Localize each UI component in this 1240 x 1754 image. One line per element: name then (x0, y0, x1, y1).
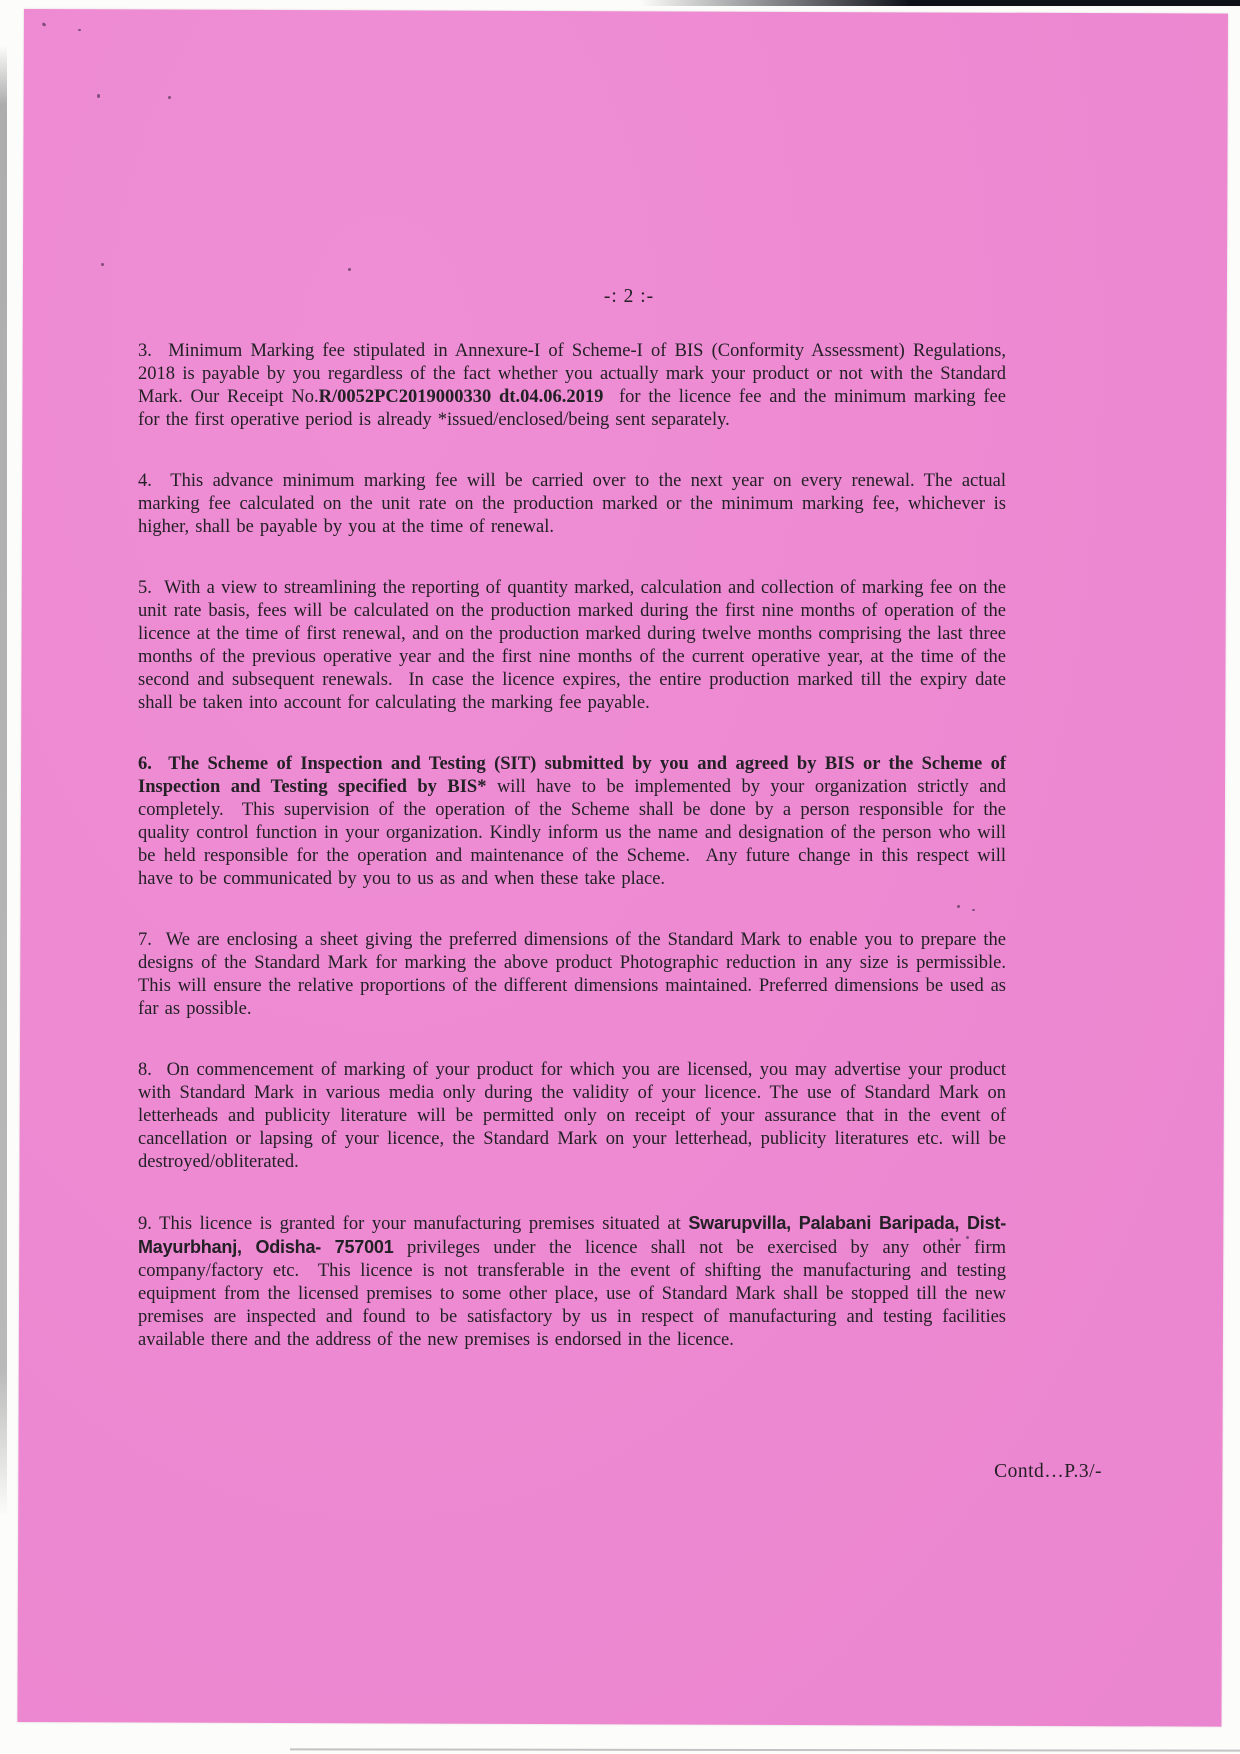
paragraph-5-fee-calculation: 5. With a view to streamlining the reporting of quantity marked, calculation and collection of marking fee on the unit rate basis, fees will be calculated on the production marked during the first nine months of operation of the licence at the time of first renewal, and on the production marked during twelve months comprising the last three months of the previous operative year and the first nine months of the current operative year, at the time of the second and subsequent renewals. In case the licence expires, the entire production marked till the expiry date shall be taken into account for calculating the marking fee payable. (138, 578, 1013, 713)
scan-speck (101, 263, 104, 266)
paragraph-4-advance-fee: 4. This advance minimum marking fee will be carried over to the next year on every renewal. The actual marking fee calculated on the unit rate on the production marked or the minimum marking fee, whichever is higher, shall be payable by you at the time of renewal. (138, 471, 1013, 537)
paragraph-8-advertising: 8. On commencement of marking of your product for which you are licensed, you may advertise your product with Standard Mark in various media only during the validity of your licence. The use of Standard Mark on letterheads and publicity literature will be permitted only on receipt of your assurance that in the event of cancellation or lapsing of your licence, the Standard Mark on your letterhead, publicity literatures etc. will be destroyed/obliterated. (138, 1060, 1013, 1172)
paragraph-9-premises: 9. This licence is granted for your manufacturing premises situated at Swarupvilla, Palabani Baripada, Dist- Mayurbhanj, Odisha- 757001 privileges under the licence shall not be exercised by any other firm company/factory etc. This licence is not transferable in the event of shifting the manufacturing and testing equipment from the licensed premises to some other place, use of Standard Mark shall be stopped till the new premises are inspected and found to be satisfactory by us in respect of manufacturing and testing facilities available there and the address of the new premises is endorsed in the licence. (138, 1213, 1013, 1350)
scan-edge-left (0, 46, 7, 1516)
scan-speck (348, 268, 351, 271)
scan-speck (168, 96, 171, 99)
paragraph-7-standard-mark-dimensions: 7. We are enclosing a sheet giving the preferred dimensions of the Standard Mark to enable you to prepare the designs of the Standard Mark for marking the above product Photographic reduction in any size is permissible. This will ensure the relative proportions of the different dimensions maintained. Preferred dimensions be used as far as possible. (138, 930, 1019, 1019)
scan-edge-bottom (290, 1748, 1240, 1751)
continuation-note: Contd…P.3/- (994, 1461, 1102, 1482)
scan-edge-top (640, 0, 1240, 6)
scan-speck (97, 94, 100, 98)
paragraph-6-scheme-inspection: 6. The Scheme of Inspection and Testing (SIT) submitted by you and agreed by BIS or the Scheme of Inspection and Testing specified by BIS* will have to be implemented by your organization strictly and completely. This supervision of the operation of the Scheme shall be done by a person responsible for the quality control function in your organization. Kindly inform us the name and designation of the person who will be held responsible for the operation and maintenance of the Scheme. Any future change in this respect will have to be communicated by you to us as and when these take place. (138, 754, 1013, 889)
scan-speck (78, 29, 81, 31)
letter-body (138, 285, 1019, 1390)
page-number: -: 2 :- (603, 286, 655, 307)
paragraph-3-marking-fee: 3. Minimum Marking fee stipulated in Annexure-I of Scheme-I of BIS (Conformity Assessment) Regulations, 2018 is payable by you regardless of the fact whether you actually mark your product or not with the Standard Mark. Our Receipt No.R/0052PC2019000330 dt.04.06.2019 for the licence fee and the minimum marking fee for the first operative period is already *issued/enclosed/being sent separately. (138, 341, 1013, 430)
